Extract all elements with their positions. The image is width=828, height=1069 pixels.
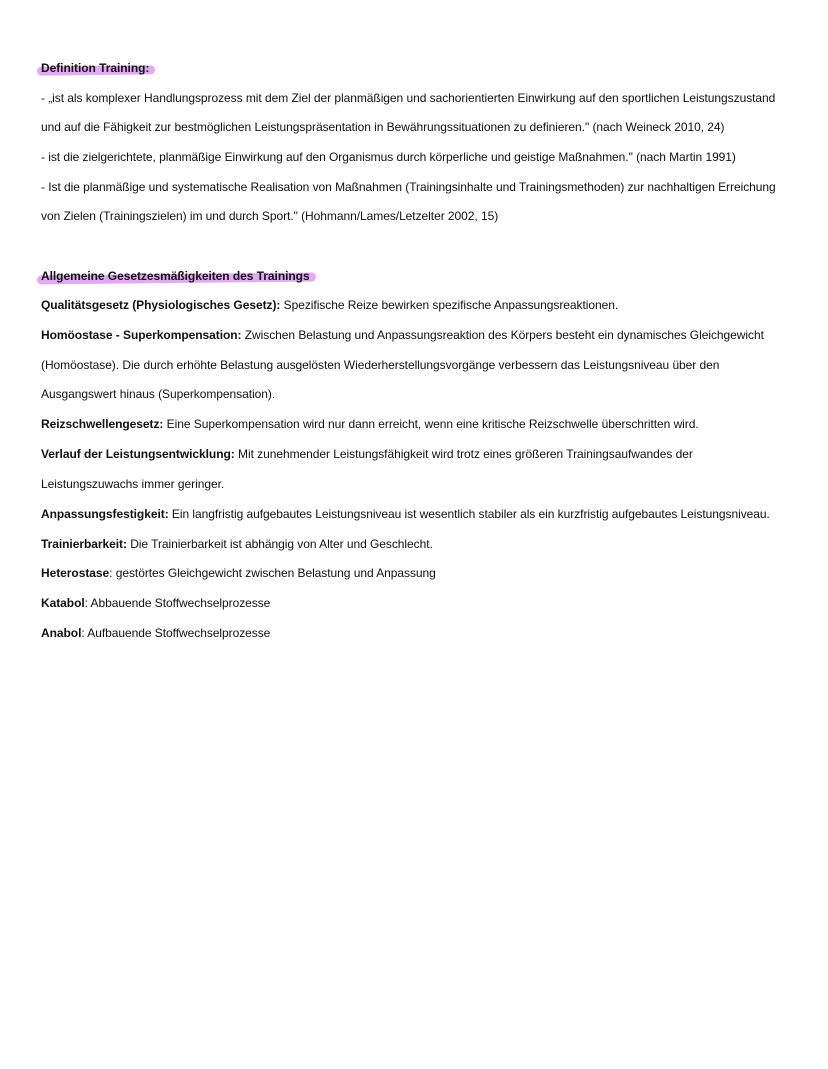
law-term: Verlauf der Leistungsentwicklung: (41, 447, 235, 461)
definition-heading-line (41, 61, 788, 76)
law-text: (Homöostase). Die durch erhöhte Belastung ausgelösten Wiederherstellungsvorgänge verbessern das Leistungsniveau über den (41, 358, 720, 372)
law-term: Reizschwellengesetz: (41, 417, 164, 431)
law-text: Leistungszuwachs immer geringer. (41, 477, 225, 491)
law-term: Qualitätsgesetz (Physiologisches Gesetz): (41, 298, 281, 312)
law-text: : Abbauende Stoffwechselprozesse (84, 596, 271, 610)
law-entry (41, 358, 788, 373)
law-entry (41, 447, 788, 462)
law-term: Trainierbarkeit: (41, 537, 127, 551)
law-text: Die Trainierbarkeit ist abhängig von Alter und Geschlecht. (126, 537, 433, 551)
laws-heading-text: Allgemeine Gesetzesmäßigkeiten des Trainings (41, 269, 310, 283)
law-text: Mit zunehmender Leistungsfähigkeit wird trotz eines größeren Trainingsaufwandes der (234, 447, 693, 461)
law-text: : Aufbauende Stoffwechselprozesse (81, 626, 271, 640)
law-text: Eine Superkompensation wird nur dann erreicht, wenn eine kritische Reizschwelle überschritten wird. (163, 417, 699, 431)
law-text: : gestörtes Gleichgewicht zwischen Belastung und Anpassung (109, 566, 436, 580)
law-entry (41, 566, 788, 581)
law-entry (41, 537, 788, 552)
definition-heading (41, 61, 149, 76)
law-term: Anabol (41, 626, 82, 640)
law-text: Zwischen Belastung und Anpassungsreaktion des Körpers besteht ein dynamisches Gleichgewicht (241, 328, 764, 342)
law-entry (41, 328, 788, 343)
definition-line: von Zielen (Trainingszielen) im und durch Sport." (Hohmann/Lames/Letzelter 2002, 15) (41, 209, 499, 223)
definition-line: und auf die Fähigkeit zur bestmöglichen Leistungspräsentation in Bewährungssituationen zu definieren." (nach Weineck 2010, 24) (41, 120, 725, 134)
law-entry (41, 477, 788, 492)
law-entry (41, 626, 788, 641)
law-entry (41, 298, 788, 313)
law-text: Spezifische Reize bewirken spezifische Anpassungsreaktionen. (280, 298, 619, 312)
law-text: Ausgangswert hinaus (Superkompensation). (41, 387, 276, 401)
laws-heading (41, 269, 310, 284)
laws-heading-line (41, 269, 788, 284)
law-entry (41, 507, 788, 522)
definition-line: - „ist als komplexer Handlungsprozess mit dem Ziel der planmäßigen und sachorientierten Einwirkung auf den sportlichen Leistungszustand (41, 91, 776, 105)
law-term: Anpassungsfestigkeit: (41, 507, 169, 521)
law-entry (41, 596, 788, 611)
law-text: Ein langfristig aufgebautes Leistungsniveau ist wesentlich stabiler als ein kurzfristig aufgebautes Leistungsniveau. (168, 507, 770, 521)
law-term: Homöostase - Superkompensation: (41, 328, 242, 342)
law-entry (41, 417, 788, 432)
law-term: Katabol (41, 596, 85, 610)
law-term: Heterostase (41, 566, 110, 580)
definition-heading-text: Definition Training: (41, 61, 150, 75)
law-entry (41, 387, 788, 402)
definition-line: - ist die zielgerichtete, planmäßige Einwirkung auf den Organismus durch körperliche und geistige Maßnahmen." (nach Martin 1991) (41, 150, 736, 164)
definition-line: - Ist die planmäßige und systematische Realisation von Maßnahmen (Trainingsinhalte und Trainingsmethoden) zur nachhaltigen Erreichung (41, 180, 776, 194)
